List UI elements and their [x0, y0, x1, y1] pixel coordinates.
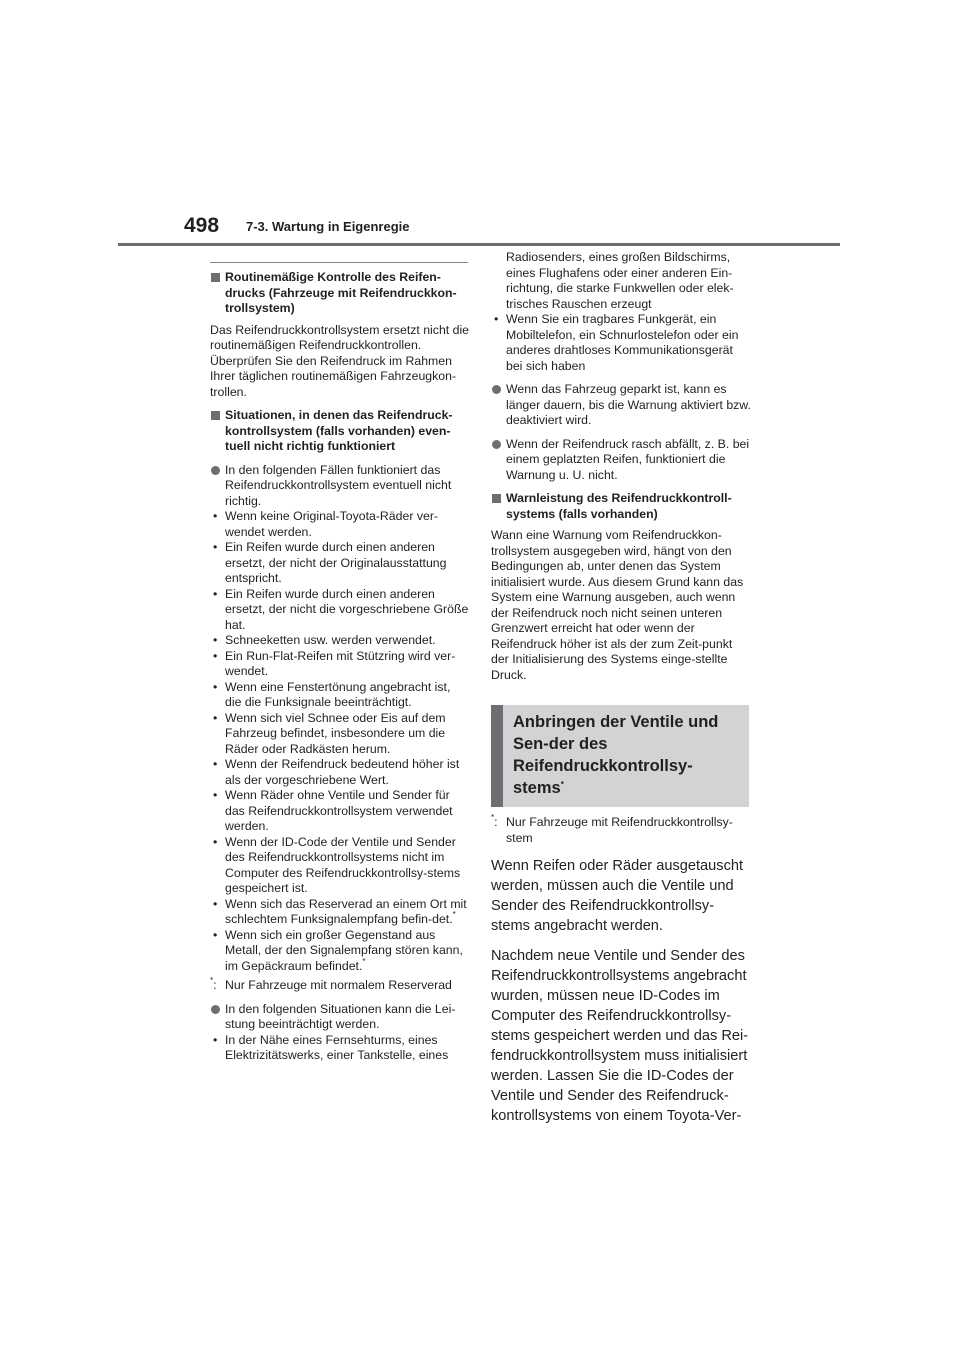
list-item: [210, 928, 470, 975]
list-item: • Ein Reifen wurde durch einen anderen ersetzt, der nicht der Originalausstattung entspricht.: [210, 540, 470, 587]
bullet-list-performance: [210, 1033, 470, 1064]
circle-item-cases: In den folgenden Fällen funktioniert das Reifendruckkontrollsystem eventuell nicht richtig.: [210, 463, 470, 510]
footnote-star: *: [491, 813, 495, 822]
footnote-colon: :: [213, 978, 217, 992]
list-item: • Wenn eine Fenstertönung angebracht ist, die die Funksignale beeinträchtigt.: [210, 680, 470, 711]
bullet-list-cases: [210, 509, 470, 974]
header-rule: [118, 243, 840, 246]
circle-item-parked: Wenn das Fahrzeug geparkt ist, kann es länger dauern, bis die Warnung aktiviert bzw. deaktiviert wird.: [491, 382, 751, 429]
section-heading-box: [491, 705, 749, 807]
paragraph-id-codes: Nachdem neue Ventile und Sender des Reifendruckkontrollsystems angebracht wurden, müssen neue ID-Codes im Computer des Reifendruckkontrollsy-stems gespeichert werden und das Rei-fendruckkontrollsystem muss initialisiert werden. Lassen Sie die ID-Codes der Ventile und Sender des Reifendruck-kontrollsystems von einem Toyota-Ver-: [491, 948, 749, 1124]
footnote-text: Nur Fahrzeuge mit Reifendruckkontrollsy-stem: [506, 815, 733, 845]
list-item: • Ein Run-Flat-Reifen mit Stützring wird ver-wendet.: [210, 649, 470, 680]
section-title: 7-3. Wartung in Eigenregie: [246, 219, 410, 234]
footnote-text: Nur Fahrzeuge mit normalem Reserverad: [225, 978, 452, 992]
column-rule: [210, 262, 468, 263]
left-column: [210, 270, 470, 1064]
list-item: • Wenn der ID-Code der Ventile und Sender des Reifendruckkontrollsystems nicht im Computer des Reifendruckkontrollsy-stems gespeichert ist.: [210, 835, 470, 897]
list-item-text: Wenn sich das Reserverad an einem Ort mit schlechtem Funksignalempfang befin-det.: [225, 896, 467, 926]
circle-item-pressure-drop: Wenn der Reifendruck rasch abfällt, z. B. bei einem geplatzten Reifen, funktioniert die Warnung u. U. nicht.: [491, 437, 751, 484]
footnote-star: *: [210, 976, 214, 985]
footnote-mark: [210, 978, 217, 994]
heading-routine-check: Routinemäßige Kontrolle des Reifen-drucks (Fahrzeuge mit Reifendruckkon-trollsystem): [210, 270, 470, 317]
footnote-colon: :: [494, 815, 498, 829]
right-column: [491, 250, 751, 1126]
paragraph-routine-check: Das Reifendruckkontrollsystem ersetzt nicht die routinemäßigen Reifendruckkontrollen. Überprüfen Sie den Reifendruck im Rahmen Ihrer täglichen routinemäßigen Fahrzeugkon-trollen.: [210, 322, 470, 399]
list-item: • Ein Reifen wurde durch einen anderen ersetzt, der nicht die vorgeschriebene Größe hat.: [210, 587, 470, 634]
list-item: • In der Nähe eines Fernsehturms, eines Elektrizitätswerks, einer Tankstelle, eines: [210, 1033, 470, 1064]
footnote-marker: *: [452, 910, 456, 919]
footnote-mark: [491, 815, 498, 831]
section-heading-text: Anbringen der Ventile und Sen-der des Reifendruckkontrollsy-stems: [513, 713, 719, 797]
continued-text: Radiosenders, eines großen Bildschirms, eines Flughafens oder einer anderen Ein-richtung, die starke Funkwellen oder elek-trisches Rauschen erzeugt: [506, 250, 734, 311]
list-item: • Wenn keine Original-Toyota-Räder ver-wendet werden.: [210, 509, 470, 540]
paragraph-warning-performance: Wann eine Warnung vom Reifendruckkon-trollsystem ausgegeben wird, hängt von den Bedingungen ab, unter denen das System initialisiert wurde. Aus diesem Grund kann das System eine Warnung ausgeben, auch wenn der Reifendruck noch nicht seinen unteren Grenzwert erreicht hat oder wenn der Reifendruck höher ist als der zum Zeit-punkt der Initialisierung des Systems einge-stellte Druck.: [491, 528, 744, 682]
list-item: • Wenn Räder ohne Ventile und Sender für das Reifendruckkontrollsystem verwendet werden.: [210, 788, 470, 835]
footnote: [210, 978, 470, 994]
heading-malfunction-situations: Situationen, in denen das Reifendruck-kontrollsystem (falls vorhanden) even-tuell nicht richtig funktioniert: [210, 408, 470, 455]
footnote-marker: *: [560, 780, 564, 789]
bullet-list-devices: [491, 312, 751, 374]
list-item: • Wenn der Reifendruck bedeutend höher ist als der vorgeschriebene Wert.: [210, 757, 470, 788]
list-item: • Schneeketten usw. werden verwendet.: [210, 633, 470, 649]
list-item: [210, 897, 470, 928]
paragraph-install: Wenn Reifen oder Räder ausgetauscht werden, müssen auch die Ventile und Sender des Reifendruckkontrollsy-stems angebracht werden.: [491, 858, 744, 934]
heading-warning-performance: Warnleistung des Reifendruckkontroll-systems (falls vorhanden): [491, 491, 751, 522]
list-item: • Wenn Sie ein tragbares Funkgerät, ein Mobiltelefon, ein Schnurlostelefon oder ein anderes drahtloses Kommunikationsgerät bei sich haben: [491, 312, 751, 374]
footnote-marker: *: [362, 956, 366, 966]
footnote: [491, 815, 751, 846]
circle-item-performance: In den folgenden Situationen kann die Lei-stung beeinträchtigt werden.: [210, 1002, 470, 1033]
page-number: 498: [184, 214, 220, 237]
list-item: • Wenn sich viel Schnee oder Eis auf dem Fahrzeug befindet, insbesondere um die Räder oder Radkästen herum.: [210, 711, 470, 758]
list-item-text: Wenn sich ein großer Gegenstand aus Metall, der den Signalempfang stören kann, im Gepäckraum befindet.: [225, 927, 463, 973]
